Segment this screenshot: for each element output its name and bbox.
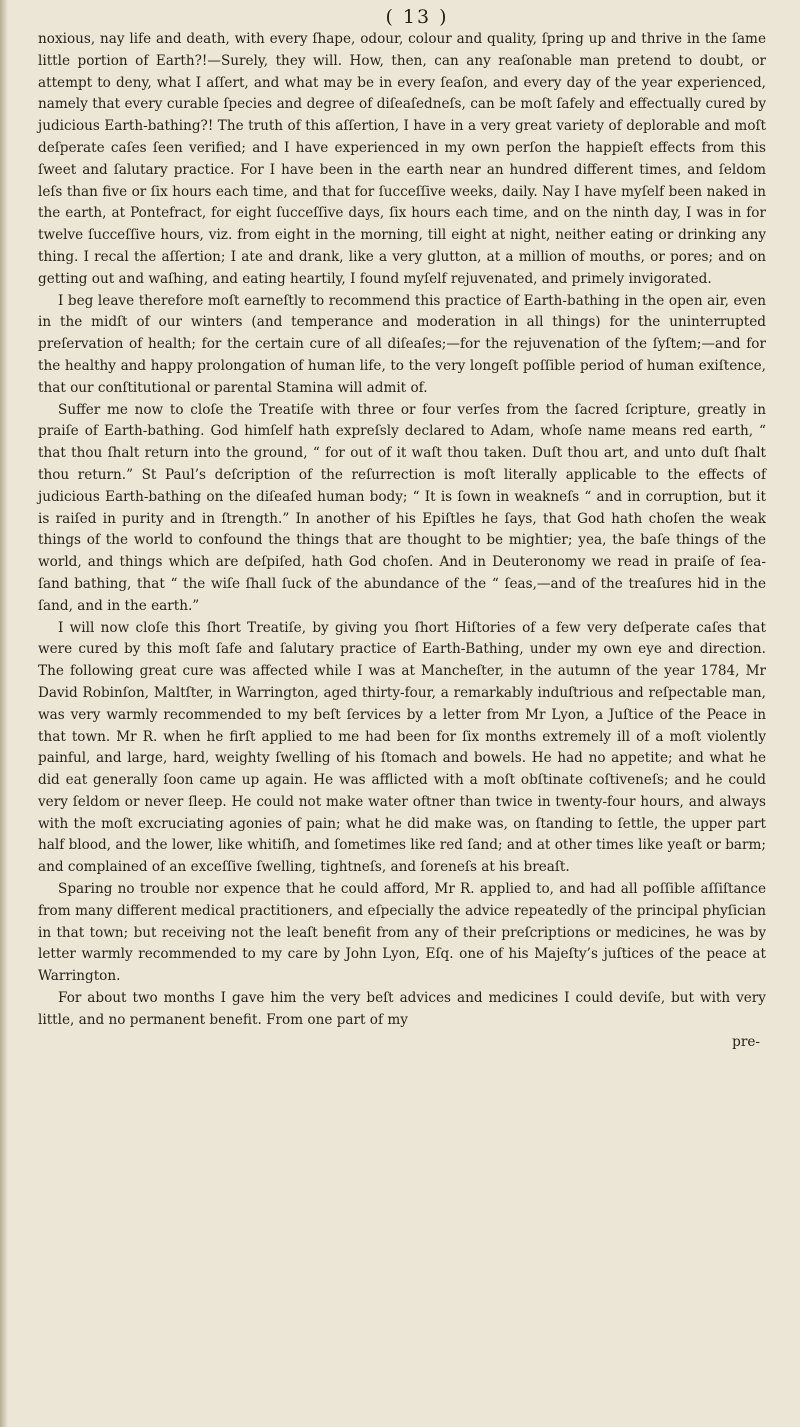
body-text [38, 29, 766, 1032]
paragraph-2: I beg leave therefore moſt earneſtly to recommend this practice of Earth-bathing in the open air, even in the midſt of our winters (and temperance and moderation in all things) for the uninterrupted preſervation of health; for the certain cure of all diſeaſes;—for the rejuvenation of the ſyſtem;—and for the healthy and happy prolongation of human life, to the very longeſt poſſible period of human exiſtence, that our conſtitutional or parental Stamina will admit of. [38, 292, 766, 396]
paragraph-5: Sparing no trouble nor expence that he could afford, Mr R. applied to, and had all poſſible aſſiſtance from many different medical practitioners, and eſpecially the advice repeatedly of the principal phyſician in that town; but receiving not the leaſt benefit from any of their preſcriptions or medicines, he was by letter warmly recommended to my care by John Lyon, Eſq. one of his Majeſty’s juſtices of the peace at Warrington. [38, 881, 766, 985]
page-number: ( 13 ) [385, 6, 449, 28]
paragraph-4: I will now cloſe this ſhort Treatiſe, by giving you ſhort Hiſtories of a few very deſperate caſes that were cured by this moſt ſafe and ſalutary practice of Earth-Bathing, under my own eye and direction. The following great cure was affected while I was at Mancheſter, in the autumn of the year 1784, Mr David Robinſon, Maltſter, in Warrington, aged thirty-four, a remarkably induſtrious and reſpectable man, was very warmly recommended to my beſt ſervices by a letter from Mr Lyon, a Juſtice of the Peace in that town. Mr R. when he firſt applied to me had been for ſix months extremely ill of a moſt violently painful, and large, hard, weighty ſwelling of his ſtomach and bowels. He had no appetite; and what he did eat generally ſoon came up again. He was afflicted with a moſt obſtinate coſtiveneſs; and he could very ſeldom or never ſleep. He could not make water oftner than twice in twenty-four hours, and always with the moſt excruciating agonies of pain; what he did make was, on ſtanding to ſettle, the upper part half blood, and the lower, like whitiſh, and ſometimes like red ſand; and at other times like yeaſt or barm; and complained of an exceſſive ſwelling, tightneſs, and ſoreneſs at his breaſt. [38, 619, 766, 876]
paragraph-6: For about two months I gave him the very beſt advices and medicines I could deviſe, but with very little, and no permanent benefit. From one part of my [38, 990, 766, 1028]
catchword: pre- [732, 1033, 760, 1050]
page-edge-shadow [0, 0, 8, 1427]
paragraph-1: noxious, nay life and death, with every ſhape, odour, colour and quality, ſpring up and thrive in the ſame little portion of Earth?!—Surely, they will. How, then, can any reaſonable man pretend to doubt, or attempt to deny, what I aſſert, and what may be in every ſeaſon, and every day of the year experienced, namely that every curable ſpecies and degree of diſeaſedneſs, can be moſt ſafely and effectually cured by judicious Earth-bathing?! The truth of this aſſertion, I have in a very great variety of deplorable and moſt deſperate caſes ſeen verified; and I have experienced in my own perſon the happieſt effects from this ſweet and ſalutary practice. For I have been in the earth near an hundred different times, and ſeldom leſs than five or ſix hours each time, and that for ſucceſſive weeks, daily. Nay I have myſelf been naked in the earth, at Pontefract, for eight ſucceſſive days, ſix hours each time, and on the ninth day, I was in for twelve ſucceſſive hours, viz. from eight in the morning, till eight at night, neither eating or drinking any thing. I recal the aſſertion; I ate and drank, like a very glutton, at a million of mouths, or pores; and on getting out and waſhing, and eating heartily, I found myſelf rejuvenated, and primely invigorated. [38, 31, 766, 287]
paragraph-3: Suffer me now to cloſe the Treatiſe with three or four verſes from the ſacred ſcripture, greatly in praiſe of Earth-bathing. God himſelf hath expreſsly declared to Adam, whoſe name means red earth, “ that thou ſhalt return into the ground, “ for out of it waſt thou taken. Duſt thou art, and unto duſt ſhalt thou return.” St Paul’s deſcription of the reſurrection is moſt literally applicable to the effects of judicious Earth-bathing on the diſeaſed human body; “ It is ſown in weakneſs “ and in corruption, but it is raiſed in purity and in ſtrength.” In another of his Epiſtles he ſays, that God hath choſen the weak things of the world to confound the things that are thought to be mightier; yea, the baſe things of the world, and things which are deſpiſed, hath God choſen. And in Deuteronomy we read in praiſe of ſea-ſand bathing, that “ the wiſe ſhall ſuck of the abundance of the “ ſeas,—and of the treaſures hid in the ſand, and in the earth.” [38, 401, 766, 614]
